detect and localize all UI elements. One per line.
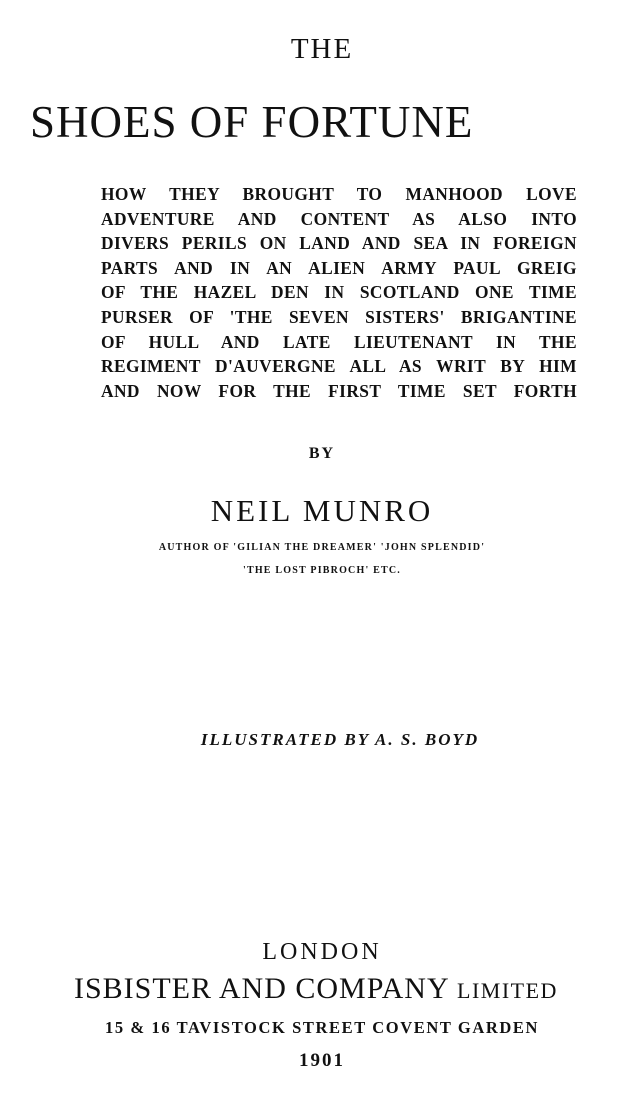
pre-title: THE xyxy=(290,33,354,65)
subtitle-line: HOW THEY BROUGHT TO MANHOOD LOVE xyxy=(101,184,577,204)
publisher-address: 15 & 16 TAVISTOCK STREET COVENT GARDEN xyxy=(105,1018,539,1037)
subtitle-line: OF HULL AND LATE LIEUTENANT IN THE xyxy=(101,331,577,352)
subtitle-line: REGIMENT D'AUVERGNE ALL AS WRIT BY HIM xyxy=(101,356,577,377)
publisher-suffix: LIMITED xyxy=(457,978,558,1003)
publisher-name xyxy=(74,972,614,1008)
subtitle-line: OF THE HAZEL DEN IN SCOTLAND ONE TIME xyxy=(101,282,577,303)
book-title: SHOES OF FORTUNE xyxy=(30,97,474,147)
subtitle-line: PARTS AND IN AN ALIEN ARMY PAUL GREIG xyxy=(101,257,577,278)
author-name: NEIL MUNRO xyxy=(210,493,434,528)
illustrator-credit: ILLUSTRATED BY A. S. BOYD xyxy=(200,730,480,749)
subtitle-line: ADVENTURE AND CONTENT AS ALSO INTO xyxy=(101,208,577,229)
other-works-line: 'THE LOST PIBROCH' ETC. xyxy=(242,565,401,576)
subtitle-block xyxy=(101,182,577,403)
publisher-main: ISBISTER AND COMPANY xyxy=(74,972,449,1005)
subtitle-line: AND NOW FOR THE FIRST TIME SET FORTH xyxy=(101,380,577,401)
other-works-line: AUTHOR OF 'GILIAN THE DREAMER' 'JOHN SPLENDID' xyxy=(158,542,486,553)
publication-city: LONDON xyxy=(262,939,382,965)
subtitle-line: DIVERS PERILS ON LAND AND SEA IN FOREIGN xyxy=(101,233,577,254)
subtitle-line: PURSER OF 'THE SEVEN SISTERS' BRIGANTINE xyxy=(101,306,577,327)
by-label: BY xyxy=(308,445,336,462)
publication-year: 1901 xyxy=(299,1050,345,1071)
other-works xyxy=(0,536,644,582)
